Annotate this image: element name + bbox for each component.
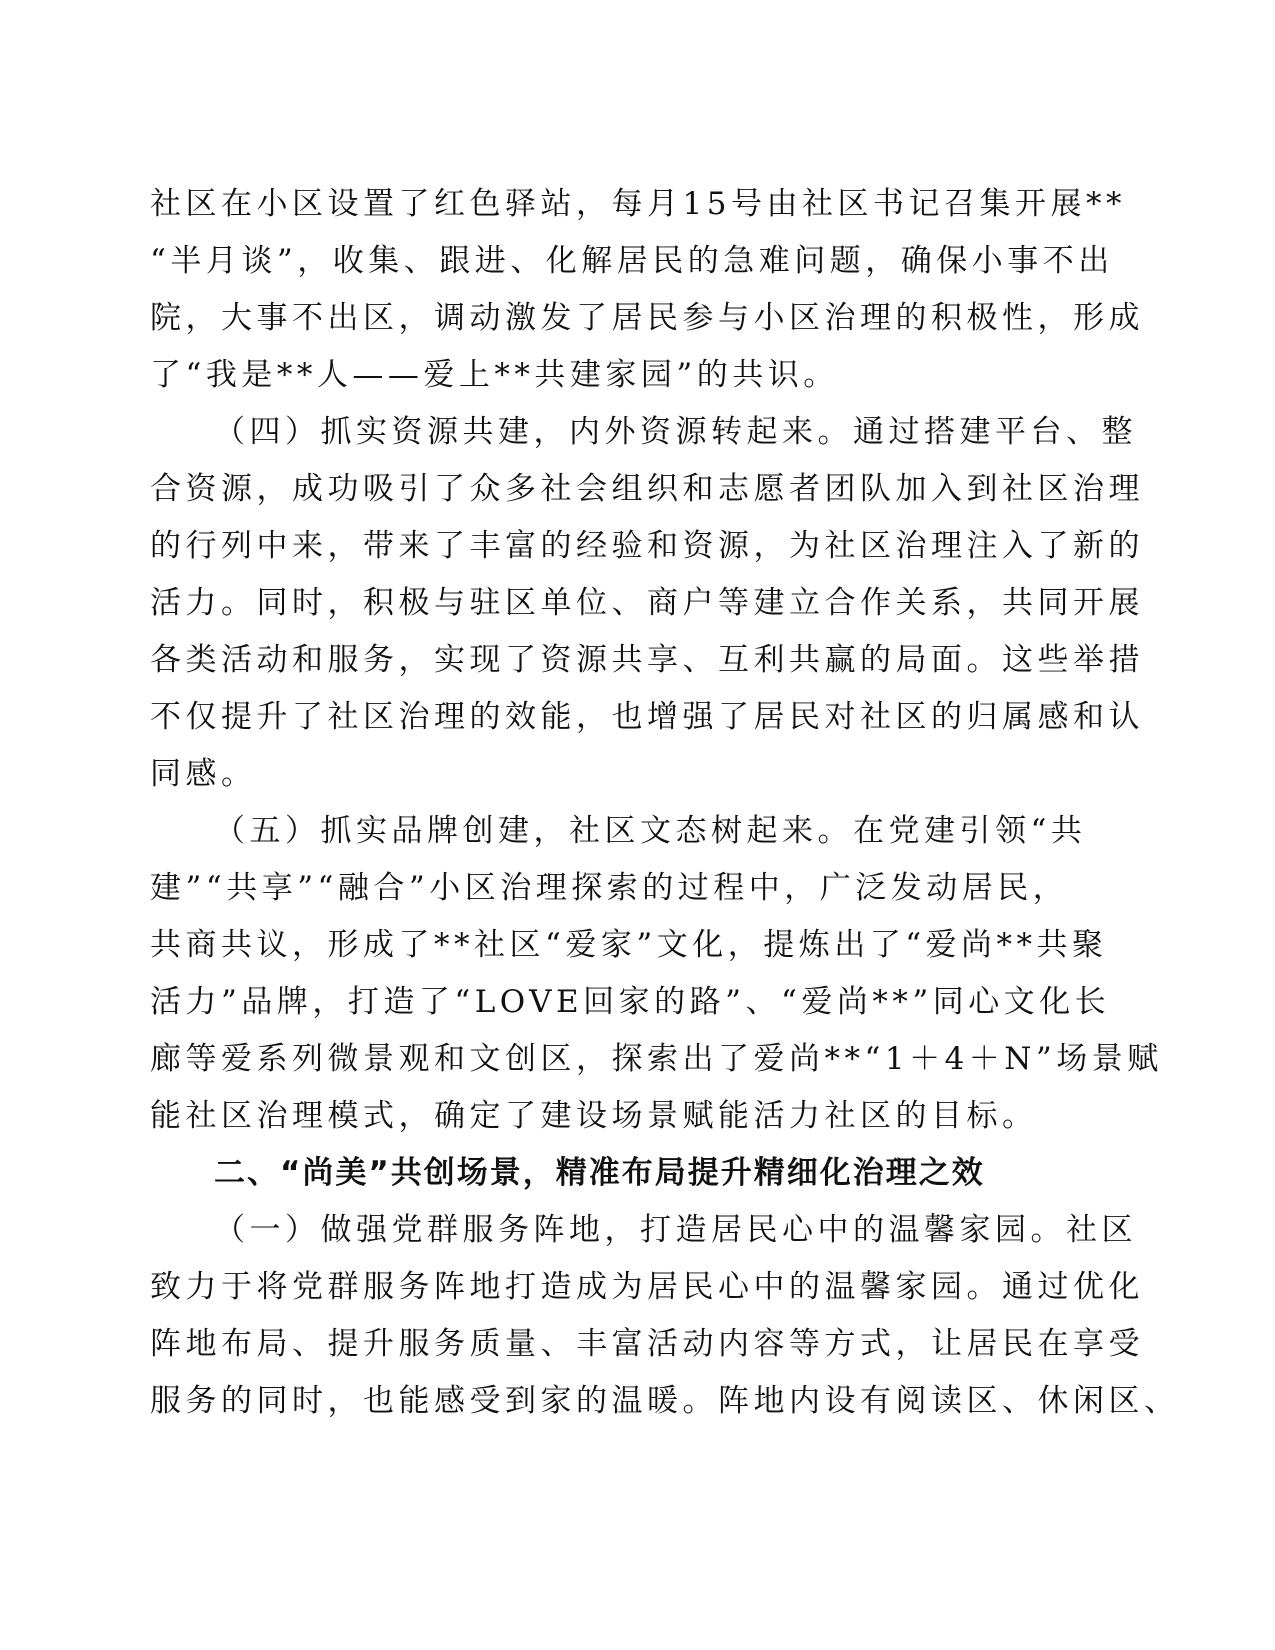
section-heading: 二、“尚美”共创场景，精准布局提升精细化治理之效 [214, 1155, 985, 1191]
text-line: 社区在小区设置了红色驿站，每月15号由社区书记召集开展** [150, 186, 1126, 222]
text-line: 活力”品牌，打造了“LOVE回家的路”、“爱尚**”同心文化长 [150, 984, 1111, 1020]
section-four-paragraph-start: （四）抓实资源共建，内外资源转起来。通过搭建平台、整 [214, 414, 1137, 450]
text-line: 活力。同时，积极与驻区单位、商户等建立合作关系，共同开展 [150, 585, 1144, 621]
text-line: 各类活动和服务，实现了资源共享、互利共赢的局面。这些举措 [150, 642, 1144, 678]
text-line: 廊等爱系列微景观和文创区，探索出了爱尚**“1＋4＋N”场景赋 [150, 1041, 1163, 1077]
text-line: 合资源，成功吸引了众多社会组织和志愿者团队加入到社区治理 [150, 471, 1144, 507]
text-line: 同感。 [150, 756, 257, 792]
text-line: 阵地布局、提升服务质量、丰富活动内容等方式，让居民在享受 [150, 1326, 1144, 1362]
text-line: 致力于将党群服务阵地打造成为居民心中的温馨家园。通过优化 [150, 1269, 1144, 1305]
text-line: 服务的同时，也能感受到家的温暖。阵地内设有阅读区、休闲区、 [150, 1383, 1180, 1419]
text-line: 共商共议，形成了**社区“爱家”文化，提炼出了“爱尚**共聚 [150, 927, 1108, 963]
text-line: 的行列中来，带来了丰富的经验和资源，为社区治理注入了新的 [150, 528, 1144, 564]
section-five-paragraph-start: （五）抓实品牌创建，社区文态树起来。在党建引领“共 [214, 813, 1087, 849]
text-line: 不仅提升了社区治理的效能，也增强了居民对社区的归属感和认 [150, 699, 1144, 735]
text-line: “半月谈”，收集、跟进、化解居民的急难问题，确保小事不出 [150, 243, 1114, 279]
document-body [150, 176, 1180, 1430]
text-line: 院，大事不出区，调动激发了居民参与小区治理的积极性，形成 [150, 300, 1144, 336]
text-line: 建”“共享”“融合”小区治理探索的过程中，广泛发动居民， [150, 870, 1069, 906]
text-line: 能社区治理模式，确定了建设场景赋能活力社区的目标。 [150, 1098, 1038, 1134]
subsection-one-paragraph-start: （一）做强党群服务阵地，打造居民心中的温馨家园。社区 [214, 1212, 1137, 1248]
text-line: 了“我是**人——爱上**共建家园”的共识。 [150, 357, 839, 393]
